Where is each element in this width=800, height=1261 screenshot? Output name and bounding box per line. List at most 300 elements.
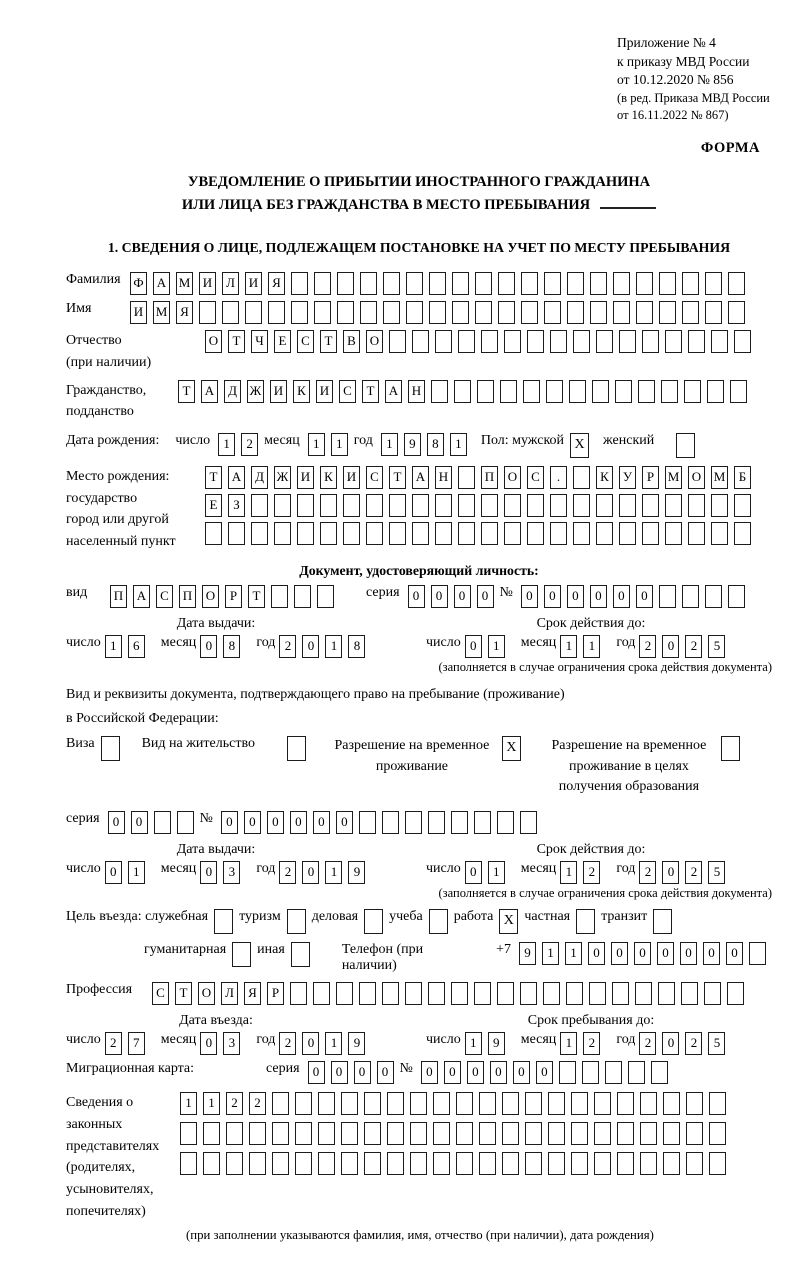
char-cell[interactable] [412,330,429,353]
char-cell[interactable] [429,301,446,324]
char-cell[interactable]: Т [175,982,192,1005]
char-cell[interactable]: 5 [708,635,725,658]
char-cell[interactable] [203,1152,220,1175]
char-cell[interactable]: Ж [247,380,264,403]
char-cell[interactable]: 2 [279,635,296,658]
char-cell[interactable] [364,1122,381,1145]
char-cell[interactable] [154,811,171,834]
char-cell[interactable]: Т [205,466,222,489]
char-cell[interactable] [435,330,452,353]
char-cell[interactable] [475,301,492,324]
char-cell[interactable] [479,1092,496,1115]
char-cell[interactable] [640,1152,657,1175]
char-cell[interactable] [589,982,606,1005]
char-cell[interactable] [711,522,728,545]
char-cell[interactable] [245,301,262,324]
char-cell[interactable]: 0 [613,585,630,608]
char-cell[interactable] [504,330,521,353]
char-cell[interactable] [688,522,705,545]
char-cell[interactable] [638,380,655,403]
char-cell[interactable] [360,301,377,324]
char-cell[interactable] [615,380,632,403]
char-cell[interactable] [709,1152,726,1175]
char-cell[interactable] [199,301,216,324]
char-cell[interactable] [686,1152,703,1175]
char-cell[interactable] [659,272,676,295]
char-cell[interactable] [573,466,590,489]
char-cell[interactable] [663,1152,680,1175]
char-cell[interactable]: . [550,466,567,489]
char-cell[interactable] [297,522,314,545]
char-cell[interactable] [502,1092,519,1115]
char-cell[interactable] [452,272,469,295]
char-cell[interactable] [222,301,239,324]
char-cell[interactable]: 0 [465,635,482,658]
char-cell[interactable] [665,494,682,517]
char-cell[interactable]: 8 [427,433,444,456]
char-cell[interactable] [596,522,613,545]
char-cell[interactable] [458,330,475,353]
char-cell[interactable] [559,1061,576,1084]
char-cell[interactable] [360,272,377,295]
char-cell[interactable]: 9 [488,1032,505,1055]
official-checkbox[interactable] [214,909,233,934]
char-cell[interactable] [389,522,406,545]
char-cell[interactable] [456,1122,473,1145]
char-cell[interactable]: 0 [567,585,584,608]
char-cell[interactable] [249,1152,266,1175]
char-cell[interactable]: 0 [200,635,217,658]
char-cell[interactable] [594,1152,611,1175]
char-cell[interactable] [682,301,699,324]
char-cell[interactable]: 1 [488,861,505,884]
char-cell[interactable] [636,301,653,324]
char-cell[interactable] [318,1122,335,1145]
char-cell[interactable]: И [199,272,216,295]
char-cell[interactable] [479,1152,496,1175]
char-cell[interactable] [659,585,676,608]
char-cell[interactable]: 1 [465,1032,482,1055]
char-cell[interactable] [336,982,353,1005]
char-cell[interactable] [343,494,360,517]
char-cell[interactable]: 2 [685,635,702,658]
char-cell[interactable]: О [688,466,705,489]
char-cell[interactable] [226,1152,243,1175]
char-cell[interactable]: 0 [726,942,743,965]
char-cell[interactable]: 0 [200,861,217,884]
char-cell[interactable]: М [711,466,728,489]
char-cell[interactable] [431,380,448,403]
char-cell[interactable] [428,811,445,834]
char-cell[interactable] [567,301,584,324]
char-cell[interactable] [619,330,636,353]
char-cell[interactable] [271,585,288,608]
char-cell[interactable] [406,301,423,324]
char-cell[interactable] [477,380,494,403]
char-cell[interactable]: Т [228,330,245,353]
char-cell[interactable] [383,301,400,324]
char-cell[interactable] [590,301,607,324]
char-cell[interactable] [711,330,728,353]
char-cell[interactable] [681,982,698,1005]
char-cell[interactable] [180,1152,197,1175]
char-cell[interactable]: Т [362,380,379,403]
char-cell[interactable]: 0 [454,585,471,608]
char-cell[interactable] [320,522,337,545]
char-cell[interactable]: Ж [274,466,291,489]
char-cell[interactable] [642,494,659,517]
char-cell[interactable] [728,272,745,295]
char-cell[interactable] [359,811,376,834]
char-cell[interactable]: И [297,466,314,489]
char-cell[interactable]: 0 [634,942,651,965]
char-cell[interactable] [659,301,676,324]
char-cell[interactable]: 0 [267,811,284,834]
char-cell[interactable] [728,585,745,608]
char-cell[interactable]: 0 [431,585,448,608]
char-cell[interactable] [612,982,629,1005]
temp-residence-checkbox[interactable]: X [502,736,521,761]
char-cell[interactable]: 0 [544,585,561,608]
char-cell[interactable] [619,522,636,545]
char-cell[interactable]: 1 [560,635,577,658]
char-cell[interactable] [582,1061,599,1084]
char-cell[interactable] [291,301,308,324]
char-cell[interactable] [520,811,537,834]
char-cell[interactable] [520,982,537,1005]
char-cell[interactable] [314,272,331,295]
char-cell[interactable]: Б [734,466,751,489]
char-cell[interactable] [749,942,766,965]
char-cell[interactable]: М [665,466,682,489]
char-cell[interactable] [544,272,561,295]
char-cell[interactable] [481,522,498,545]
char-cell[interactable] [651,1061,668,1084]
char-cell[interactable] [291,272,308,295]
char-cell[interactable]: 0 [467,1061,484,1084]
char-cell[interactable] [628,1061,645,1084]
char-cell[interactable] [366,494,383,517]
char-cell[interactable] [435,522,452,545]
char-cell[interactable] [596,494,613,517]
char-cell[interactable]: Е [205,494,222,517]
char-cell[interactable] [410,1152,427,1175]
char-cell[interactable] [272,1092,289,1115]
char-cell[interactable]: Т [320,330,337,353]
char-cell[interactable] [566,982,583,1005]
char-cell[interactable] [573,494,590,517]
char-cell[interactable]: К [293,380,310,403]
char-cell[interactable] [523,380,540,403]
char-cell[interactable] [527,522,544,545]
char-cell[interactable] [405,811,422,834]
char-cell[interactable] [573,522,590,545]
char-cell[interactable] [571,1152,588,1175]
char-cell[interactable]: Я [244,982,261,1005]
char-cell[interactable]: А [201,380,218,403]
char-cell[interactable]: 1 [203,1092,220,1115]
char-cell[interactable]: Я [176,301,193,324]
female-checkbox[interactable] [676,433,695,458]
char-cell[interactable]: К [596,466,613,489]
char-cell[interactable]: 0 [680,942,697,965]
transit-checkbox[interactable] [653,909,672,934]
char-cell[interactable]: 0 [662,1032,679,1055]
char-cell[interactable]: 1 [560,1032,577,1055]
char-cell[interactable] [268,301,285,324]
private-checkbox[interactable] [576,909,595,934]
char-cell[interactable] [295,1122,312,1145]
char-cell[interactable] [313,982,330,1005]
char-cell[interactable] [550,522,567,545]
char-cell[interactable]: 0 [588,942,605,965]
char-cell[interactable]: 0 [477,585,494,608]
char-cell[interactable]: 0 [244,811,261,834]
char-cell[interactable] [318,1092,335,1115]
temp-residence-education-checkbox[interactable] [721,736,740,761]
char-cell[interactable]: А [153,272,170,295]
char-cell[interactable]: С [152,982,169,1005]
char-cell[interactable] [341,1092,358,1115]
char-cell[interactable]: 0 [108,811,125,834]
char-cell[interactable] [734,522,751,545]
char-cell[interactable] [617,1152,634,1175]
char-cell[interactable] [569,380,586,403]
char-cell[interactable]: 0 [290,811,307,834]
char-cell[interactable] [412,494,429,517]
char-cell[interactable]: А [133,585,150,608]
char-cell[interactable] [272,1152,289,1175]
char-cell[interactable] [251,494,268,517]
char-cell[interactable] [658,982,675,1005]
char-cell[interactable]: О [366,330,383,353]
char-cell[interactable]: 0 [408,585,425,608]
char-cell[interactable]: 2 [226,1092,243,1115]
char-cell[interactable] [481,494,498,517]
work-checkbox[interactable]: X [499,909,518,934]
char-cell[interactable] [406,272,423,295]
char-cell[interactable]: 6 [128,635,145,658]
char-cell[interactable]: Н [408,380,425,403]
char-cell[interactable]: 0 [521,585,538,608]
char-cell[interactable] [617,1122,634,1145]
char-cell[interactable]: Ф [130,272,147,295]
char-cell[interactable] [594,1092,611,1115]
char-cell[interactable]: 0 [490,1061,507,1084]
char-cell[interactable]: И [316,380,333,403]
char-cell[interactable] [479,1122,496,1145]
char-cell[interactable] [642,330,659,353]
char-cell[interactable] [290,982,307,1005]
char-cell[interactable]: И [245,272,262,295]
char-cell[interactable] [498,301,515,324]
char-cell[interactable] [619,494,636,517]
char-cell[interactable] [727,982,744,1005]
char-cell[interactable]: Д [224,380,241,403]
char-cell[interactable] [502,1152,519,1175]
char-cell[interactable] [474,982,491,1005]
char-cell[interactable]: 1 [381,433,398,456]
char-cell[interactable] [317,585,334,608]
char-cell[interactable]: 1 [560,861,577,884]
char-cell[interactable] [387,1122,404,1145]
char-cell[interactable] [663,1122,680,1145]
char-cell[interactable]: 2 [105,1032,122,1055]
char-cell[interactable] [359,982,376,1005]
char-cell[interactable]: И [270,380,287,403]
char-cell[interactable]: 1 [325,635,342,658]
char-cell[interactable]: 0 [313,811,330,834]
char-cell[interactable] [318,1152,335,1175]
char-cell[interactable] [337,272,354,295]
char-cell[interactable] [497,811,514,834]
char-cell[interactable] [475,272,492,295]
char-cell[interactable] [382,811,399,834]
char-cell[interactable] [249,1122,266,1145]
char-cell[interactable] [711,494,728,517]
char-cell[interactable]: В [343,330,360,353]
char-cell[interactable] [366,522,383,545]
char-cell[interactable]: 1 [488,635,505,658]
char-cell[interactable] [382,982,399,1005]
char-cell[interactable]: А [385,380,402,403]
char-cell[interactable]: К [320,466,337,489]
char-cell[interactable]: 8 [348,635,365,658]
char-cell[interactable]: 0 [331,1061,348,1084]
char-cell[interactable] [605,1061,622,1084]
char-cell[interactable] [548,1152,565,1175]
char-cell[interactable]: М [153,301,170,324]
char-cell[interactable] [429,272,446,295]
char-cell[interactable] [497,982,514,1005]
char-cell[interactable]: 1 [128,861,145,884]
char-cell[interactable]: Р [642,466,659,489]
char-cell[interactable]: А [228,466,245,489]
char-cell[interactable]: 0 [636,585,653,608]
char-cell[interactable]: 2 [279,1032,296,1055]
char-cell[interactable]: 0 [105,861,122,884]
char-cell[interactable]: Ч [251,330,268,353]
char-cell[interactable] [428,982,445,1005]
char-cell[interactable]: Я [268,272,285,295]
char-cell[interactable]: 1 [583,635,600,658]
char-cell[interactable] [635,982,652,1005]
char-cell[interactable]: 0 [465,861,482,884]
char-cell[interactable]: З [228,494,245,517]
char-cell[interactable] [688,494,705,517]
char-cell[interactable] [337,301,354,324]
char-cell[interactable]: 1 [331,433,348,456]
char-cell[interactable]: М [176,272,193,295]
char-cell[interactable]: 1 [565,942,582,965]
char-cell[interactable] [433,1092,450,1115]
char-cell[interactable]: 2 [639,1032,656,1055]
char-cell[interactable] [294,585,311,608]
male-checkbox[interactable]: X [570,433,589,458]
char-cell[interactable]: 8 [223,635,240,658]
char-cell[interactable]: 0 [302,635,319,658]
char-cell[interactable]: И [343,466,360,489]
char-cell[interactable] [613,301,630,324]
char-cell[interactable] [405,982,422,1005]
char-cell[interactable] [456,1152,473,1175]
char-cell[interactable] [251,522,268,545]
char-cell[interactable] [571,1122,588,1145]
char-cell[interactable]: Т [389,466,406,489]
char-cell[interactable] [571,1092,588,1115]
char-cell[interactable]: О [504,466,521,489]
char-cell[interactable]: Д [251,466,268,489]
humanitarian-checkbox[interactable] [232,942,251,967]
char-cell[interactable]: Р [225,585,242,608]
char-cell[interactable]: Л [222,272,239,295]
char-cell[interactable] [410,1122,427,1145]
char-cell[interactable]: Т [178,380,195,403]
char-cell[interactable]: П [481,466,498,489]
char-cell[interactable] [590,272,607,295]
char-cell[interactable] [709,1092,726,1115]
char-cell[interactable]: 2 [583,1032,600,1055]
char-cell[interactable]: 9 [348,861,365,884]
char-cell[interactable] [458,522,475,545]
char-cell[interactable] [734,330,751,353]
char-cell[interactable]: П [179,585,196,608]
char-cell[interactable] [686,1122,703,1145]
char-cell[interactable] [433,1122,450,1145]
char-cell[interactable]: 0 [611,942,628,965]
char-cell[interactable]: 1 [180,1092,197,1115]
char-cell[interactable] [707,380,724,403]
char-cell[interactable]: Е [274,330,291,353]
char-cell[interactable] [548,1092,565,1115]
char-cell[interactable] [500,380,517,403]
char-cell[interactable] [451,982,468,1005]
char-cell[interactable]: Р [267,982,284,1005]
char-cell[interactable] [341,1152,358,1175]
char-cell[interactable]: 1 [450,433,467,456]
char-cell[interactable]: 2 [241,433,258,456]
char-cell[interactable] [544,301,561,324]
char-cell[interactable] [412,522,429,545]
char-cell[interactable] [474,811,491,834]
char-cell[interactable]: 9 [348,1032,365,1055]
char-cell[interactable]: 1 [308,433,325,456]
char-cell[interactable] [177,811,194,834]
char-cell[interactable] [728,301,745,324]
char-cell[interactable] [205,522,222,545]
char-cell[interactable] [705,272,722,295]
char-cell[interactable] [546,380,563,403]
char-cell[interactable] [734,494,751,517]
char-cell[interactable] [573,330,590,353]
char-cell[interactable]: С [297,330,314,353]
char-cell[interactable]: 0 [336,811,353,834]
residence-permit-checkbox[interactable] [287,736,306,761]
char-cell[interactable] [203,1122,220,1145]
char-cell[interactable] [387,1152,404,1175]
char-cell[interactable]: С [366,466,383,489]
char-cell[interactable] [686,1092,703,1115]
char-cell[interactable] [525,1152,542,1175]
char-cell[interactable]: О [198,982,215,1005]
char-cell[interactable] [640,1122,657,1145]
char-cell[interactable] [364,1092,381,1115]
char-cell[interactable] [527,494,544,517]
char-cell[interactable] [709,1122,726,1145]
char-cell[interactable] [458,494,475,517]
char-cell[interactable]: 2 [639,635,656,658]
char-cell[interactable]: 2 [279,861,296,884]
